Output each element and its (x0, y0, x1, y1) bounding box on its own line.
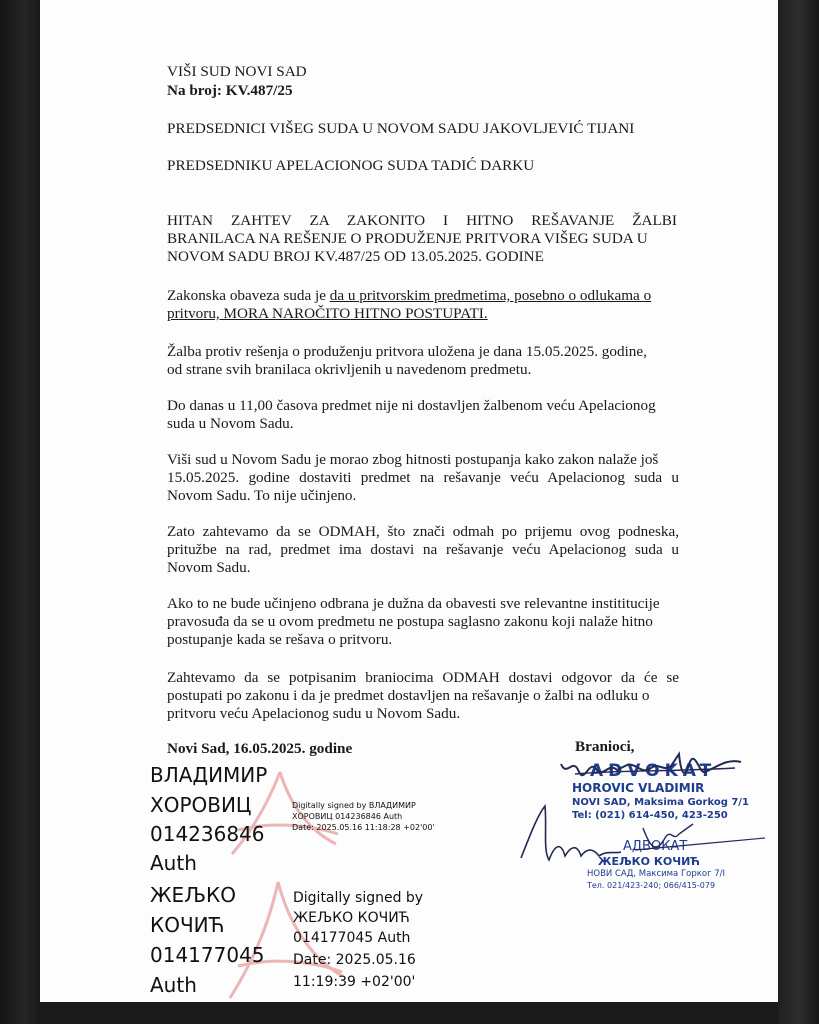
subject-line: HITAN ZAHTEV ZA ZAKONITO I HITNO REŠAVANJE ŽALBI (167, 212, 677, 229)
signature-detail-line: Date: 2025.05.16 11:18:28 +02'00' (292, 823, 435, 832)
signer-name-line: ВЛАДИМИР (150, 763, 268, 787)
paragraph-line: pritužbe na rad, predmet ima dostavi na rešavanje veću Apelacionog suda u (167, 541, 679, 558)
paragraph-line: Viši sud u Novom Sadu je morao zbog hitnosti postupanja kako zakon nalaže još (167, 451, 659, 468)
signature-detail-line: ЖЕЉКО КОЧИЋ (293, 910, 410, 926)
signature-detail-line: 014177045 Auth (293, 930, 411, 946)
signer-id-line: 014177045 (150, 943, 265, 967)
signer-id-line: 014236846 (150, 822, 265, 846)
paragraph-line: Novom Sadu. To nije učinjeno. (167, 487, 357, 504)
stamp-title: АДВОКАТ (623, 839, 688, 854)
paragraph-line: 15.05.2025. godine dostaviti predmet na rešavanje veću Apelacionog suda u (167, 469, 679, 486)
signer-auth-line: Auth (150, 973, 197, 997)
paragraph-line: postupati po zakonu i da je predmet dostavljen na rešavanje o žalbi na odluku o (167, 687, 650, 704)
handwritten-signature-kocic (515, 798, 770, 868)
case-reference: Na broj: KV.487/25 (167, 82, 293, 99)
signature-detail-line: ХОРОВИЦ 014236846 Auth (292, 812, 403, 821)
signature-detail-line: 11:19:39 +02'00' (293, 974, 416, 990)
subject-line: NOVOM SADU BROJ KV.487/25 OD 13.05.2025. GODINE (167, 248, 544, 265)
addressee-line: PREDSEDNICI VIŠEG SUDA U NOVOM SADU JAKOVLJEVIĆ TIJANI (167, 120, 635, 137)
stamp-name: ЖЕЉКО КОЧИЋ (598, 855, 700, 868)
underlined-text: pritvoru, MORA NAROČITO HITNO POSTUPATI. (167, 305, 488, 322)
underlined-text: da u pritvorskim predmetima, posebno o odlukama o (329, 287, 652, 304)
stamp-phone: Tel: (021) 614-450, 423-250 (572, 810, 728, 821)
stamp-address: NOVI SAD, Maksima Gorkog 7/1 (572, 797, 749, 808)
subject-line: BRANILACA NA REŠENJE O PRODUŽENJE PRITVORA VIŠEG SUDA U (167, 230, 648, 247)
paragraph-line: Novom Sadu. (167, 559, 251, 576)
paragraph-line: suda u Novom Sadu. (167, 415, 294, 432)
stamp-address: НОВИ САД, Максима Горког 7/I (587, 869, 726, 879)
dark-background-left (0, 0, 40, 1024)
signature-detail-line: Digitally signed by ВЛАДИМИР (292, 801, 416, 810)
paragraph-line: Zahtevamo da se potpisanim braniocima ODMAH dostavi odgovor da će se (167, 669, 679, 686)
stamp-phone: Тел. 021/423-240; 066/415-079 (587, 881, 716, 890)
dark-background-bottom (40, 1002, 778, 1024)
dark-background-right (778, 0, 819, 1024)
stamp-title: ADVOKAT (590, 761, 717, 781)
signature-detail-line: Date: 2025.05.16 (293, 952, 416, 968)
addressee-line: PREDSEDNIKU APELACIONOG SUDA TADIĆ DARKU (167, 157, 535, 174)
signature-detail-line: Digitally signed by (293, 890, 424, 906)
paragraph-line: Zato zahtevamo da se ODMAH, što znači odmah po prijemu ovog podneska, (167, 523, 679, 540)
court-name: VIŠI SUD NOVI SAD (167, 63, 307, 80)
paragraph-line: pravosuđa da se u ovom predmetu ne postupa saglasno zakonu koji nalaže hitno (167, 613, 653, 630)
paragraph-line: od strane svih branilaca okrivljenih u navedenom predmetu. (167, 361, 532, 378)
signer-name-line: ХОРОВИЦ (150, 793, 252, 817)
signer-auth-line: Auth (150, 851, 197, 875)
paragraph-line (167, 286, 651, 305)
signer-name-line: КОЧИЋ (150, 913, 225, 937)
paragraph-line: postupanje kada se rešava o pritvoru. (167, 631, 393, 648)
stamp-name: HOROVIC VLADIMIR (572, 781, 705, 795)
paragraph-line: pritvoru veću Apelacionog sudu u Novom Sadu. (167, 705, 461, 722)
document-page (40, 0, 778, 1002)
handwritten-signature-horovic (555, 744, 745, 790)
place-and-date: Novi Sad, 16.05.2025. godine (167, 740, 353, 757)
text-span: Zakonska obaveza suda je (167, 287, 330, 304)
paragraph-line: Žalba protiv rešenja o produženju pritvora uložena je dana 15.05.2025. godine, (167, 343, 647, 360)
paragraph-line: Ako to ne bude učinjeno odbrana je dužna da obavesti sve relevantne instititucije (167, 595, 660, 612)
signer-name-line: ЖЕЉКО (150, 883, 236, 907)
paragraph-line: Do danas u 11,00 časova predmet nije ni dostavljen žalbenom veću Apelacionog (167, 397, 656, 414)
signers-label: Branioci, (575, 738, 635, 755)
